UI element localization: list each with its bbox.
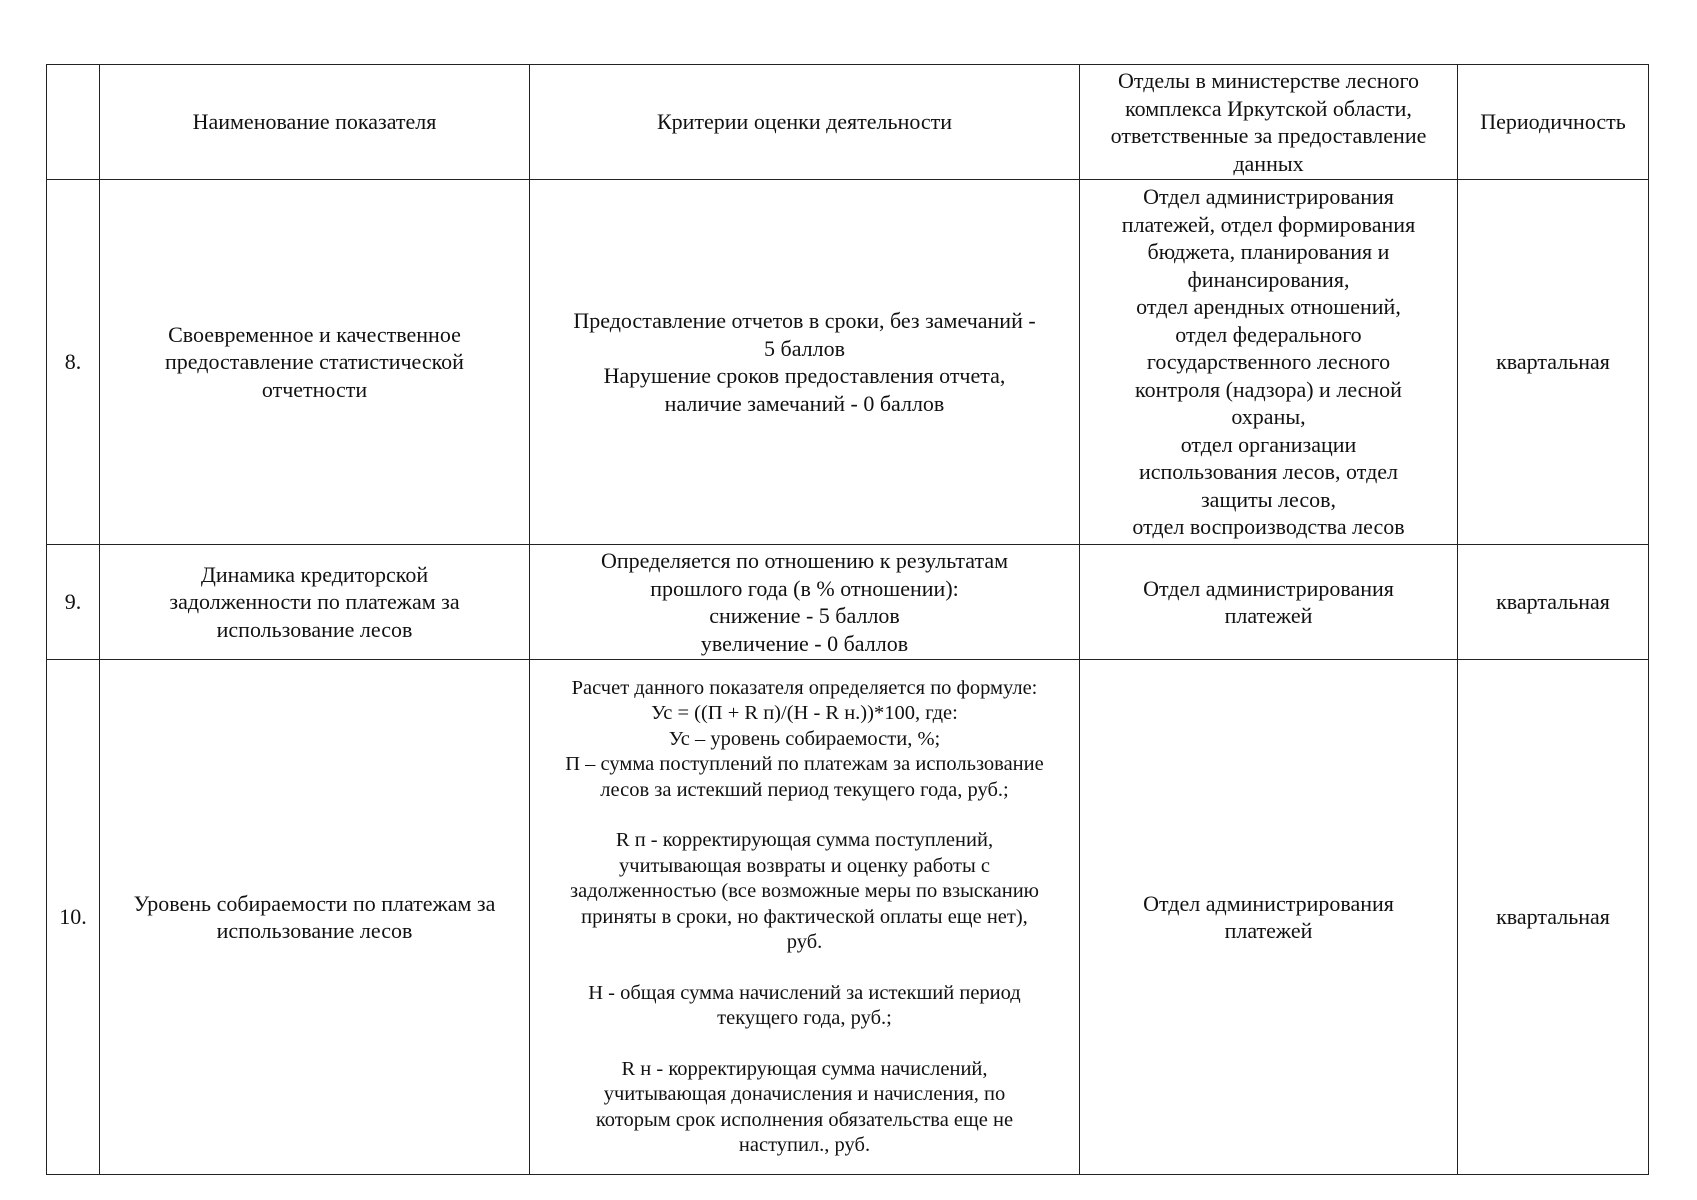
header-num-cell [47, 65, 100, 180]
header-name-cell: Наименование показателя [100, 65, 530, 180]
table-header-row [47, 65, 1649, 180]
responsible-departments: Отдел администрирования платежей [1080, 545, 1458, 660]
row-number: 8. [47, 180, 100, 545]
table-row [47, 545, 1649, 660]
table-row [47, 660, 1649, 1175]
periodicity: квартальная [1458, 660, 1649, 1175]
header-period-cell: Периодичность [1458, 65, 1649, 180]
evaluation-criteria: Расчет данного показателя определяется по формуле: Ус = ((П + R п)/(Н - R н.))*100, где: Ус – уровень собираемости, %; П – сумма поступлений по платежам за использование лесов за истекший период текущего года, руб.; R п - корректирующая сумма поступлений, учитывающая возвраты и оценку работы с задолженностью (все возможные меры по взысканию приняты в сроки, но фактической оплаты еще нет), руб. Н - общая сумма начислений за истекший период текущего года, руб.; R н - корректирующая сумма начислений, учитывающая доначисления и начисления, по которым срок исполнения обязательства еще не наступил., руб. [530, 660, 1080, 1175]
row-number: 9. [47, 545, 100, 660]
evaluation-criteria: Предоставление отчетов в сроки, без замечаний - 5 баллов Нарушение сроков предоставления отчета, наличие замечаний - 0 баллов [530, 180, 1080, 545]
indicator-name: Динамика кредиторской задолженности по платежам за использование лесов [100, 545, 530, 660]
evaluation-criteria: Определяется по отношению к результатам прошлого года (в % отношении): снижение - 5 баллов увеличение - 0 баллов [530, 545, 1080, 660]
table-row [47, 180, 1649, 545]
header-departments-cell: Отделы в министерстве лесного комплекса Иркутской области, ответственные за предоставление данных [1080, 65, 1458, 180]
responsible-departments: Отдел администрирования платежей [1080, 660, 1458, 1175]
indicator-name: Своевременное и качественное предоставление статистической отчетности [100, 180, 530, 545]
responsible-departments: Отдел администрирования платежей, отдел формирования бюджета, планирования и финансирования, отдел арендных отношений, отдел федерального государственного лесного контроля (надзора) и лесной охраны, отдел организации использования лесов, отдел защиты лесов, отдел воспроизводства лесов [1080, 180, 1458, 545]
header-criteria-cell: Критерии оценки деятельности [530, 65, 1080, 180]
indicators-table [46, 64, 1649, 1175]
row-number: 10. [47, 660, 100, 1175]
indicator-name: Уровень собираемости по платежам за использование лесов [100, 660, 530, 1175]
periodicity: квартальная [1458, 180, 1649, 545]
periodicity: квартальная [1458, 545, 1649, 660]
